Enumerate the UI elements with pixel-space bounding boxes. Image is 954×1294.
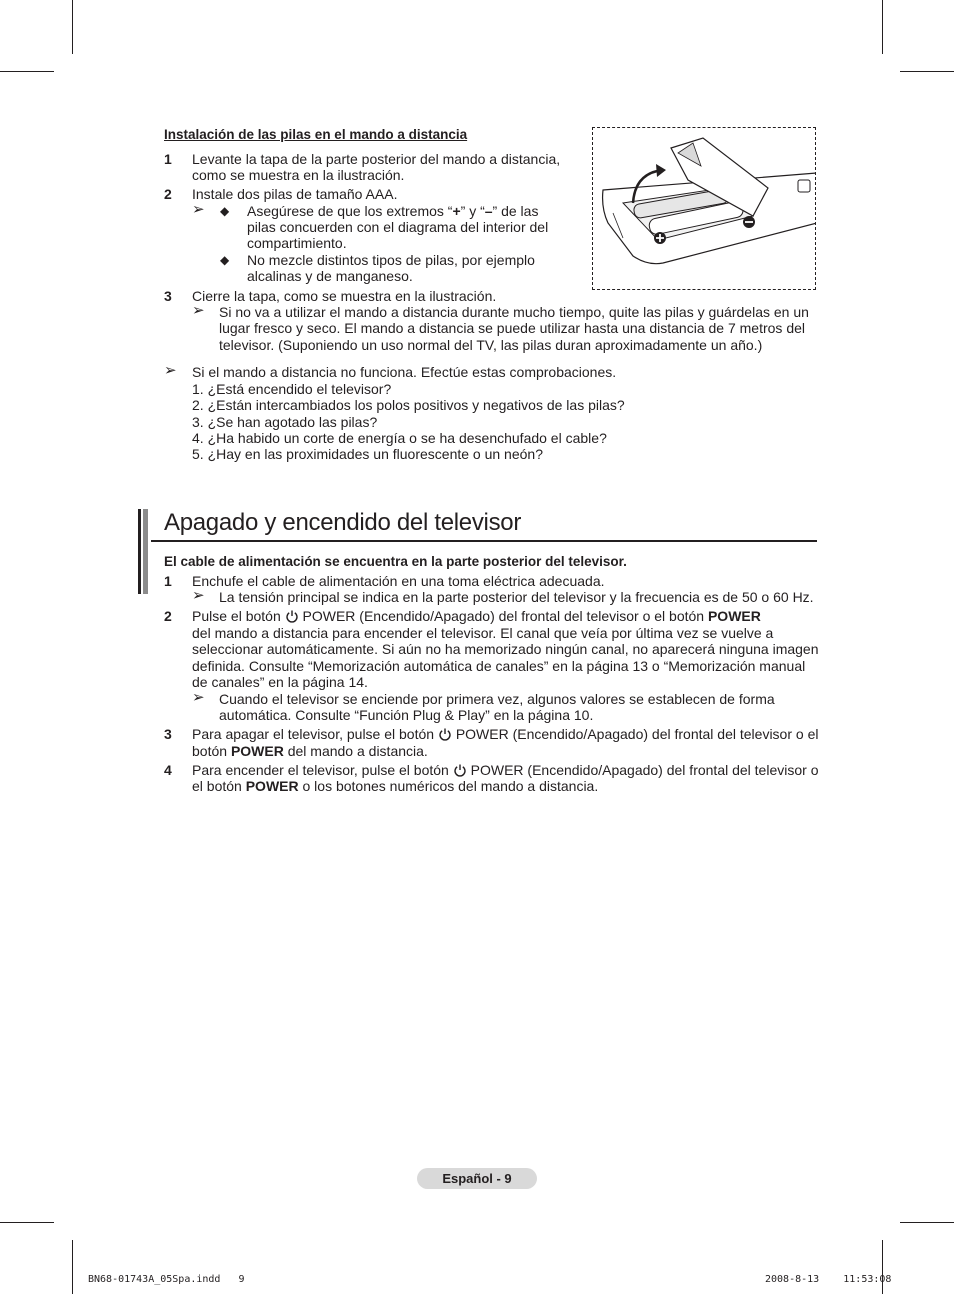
step-text: de canales” en la página 14.	[192, 674, 368, 690]
crop-mark	[0, 71, 54, 72]
bullet-text: pilas concuerden con el diagrama del interior del	[247, 219, 549, 235]
step-text: Enchufe el cable de alimentación en una toma eléctrica adecuada.	[192, 573, 605, 589]
troubleshoot-item: 5. ¿Hay en las proximidades un fluorescente o un neón?	[192, 446, 543, 462]
troubleshoot-intro: Si el mando a distancia no funciona. Efectúe estas comprobaciones.	[192, 364, 617, 380]
step-text: del mando a distancia para encender el televisor. El canal que veía por última vez se vuelve a	[192, 625, 774, 641]
heading-rule	[151, 540, 817, 542]
troubleshoot-item: 2. ¿Están intercambiados los polos positivos y negativos de las pilas?	[192, 397, 625, 413]
step-number: 3	[164, 288, 172, 304]
bullet-text: Asegúrese de que los extremos “+” y “–” de las	[247, 203, 539, 219]
troubleshoot-item: 1. ¿Está encendido el televisor?	[192, 381, 392, 397]
note-text: La tensión principal se indica en la parte posterior del televisor y la frecuencia es de 50 o 60 Hz.	[219, 589, 814, 605]
troubleshoot-item: 3. ¿Se han agotado las pilas?	[192, 414, 378, 430]
note-text: automática. Consulte “Función Plug & Play” en la página 10.	[219, 707, 594, 723]
section-bar	[143, 509, 148, 594]
section-heading: Apagado y encendido del televisor	[164, 509, 522, 536]
crop-mark	[900, 1222, 954, 1223]
troubleshoot-item: 4. ¿Ha habido un corte de energía o se ha desenchufado el cable?	[192, 430, 607, 446]
crop-mark	[0, 1222, 54, 1223]
step-text: el botón POWER o los botones numéricos del mando a distancia.	[192, 778, 599, 794]
step-number: 3	[164, 726, 172, 742]
crop-mark	[72, 0, 73, 54]
bullet-text: alcalinas y de manganeso.	[247, 268, 413, 284]
diamond-bullet-icon: ◆	[220, 253, 230, 267]
diamond-bullet-icon: ◆	[220, 204, 230, 218]
step-text: botón POWER del mando a distancia.	[192, 743, 428, 759]
note-text: televisor. (Suponiendo un uso normal del TV, las pilas duran aproximadamente un año.)	[219, 337, 763, 353]
step-text: Cierre la tapa, como se muestra en la ilustración.	[192, 288, 497, 304]
step-text: Levante la tapa de la parte posterior del mando a distancia,	[192, 151, 561, 167]
note-text: Cuando el televisor se enciende por primera vez, algunos valores se establecen de forma	[219, 691, 775, 707]
step-text: Instale dos pilas de tamaño AAA.	[192, 186, 398, 202]
remote-battery-drawing	[593, 128, 816, 290]
section-bar	[138, 509, 141, 594]
step-text: seleccionar automáticamente. Si aún no ha memorizado ningún canal, no aparecerá ninguna imagen	[192, 641, 819, 657]
note-text: Si no va a utilizar el mando a distancia durante mucho tiempo, quite las pilas y guárdelas en un	[219, 304, 809, 320]
arrow-right-icon: ➢	[192, 201, 205, 218]
crop-mark	[882, 0, 883, 54]
step-text: Para apagar el televisor, pulse el botón POWER (Encendido/Apagado) del frontal del televisor o el	[192, 726, 819, 742]
step-text: como se muestra en la ilustración.	[192, 167, 405, 183]
section-title: Instalación de las pilas en el mando a distancia	[164, 127, 468, 142]
slug-file: BN68-01743A_05Spa.indd 9	[88, 1274, 245, 1285]
step-text: Pulse el botón POWER (Encendido/Apagado) del frontal del televisor o el botón POWER	[192, 608, 761, 624]
step-text: definida. Consulte “Memorización automática de canales” en la página 13 o “Memorización manual	[192, 658, 806, 674]
bullet-text: compartimiento.	[247, 235, 347, 251]
power-icon	[285, 609, 299, 623]
bullet-text: No mezcle distintos tipos de pilas, por ejemplo	[247, 252, 535, 268]
arrow-right-icon: ➢	[192, 302, 205, 319]
crop-mark	[72, 1240, 73, 1294]
note-text: lugar fresco y seco. El mando a distancia se puede utilizar hasta una distancia de 7 metros del	[219, 320, 805, 336]
step-text: Para encender el televisor, pulse el botón POWER (Encendido/Apagado) del frontal del televisor o	[192, 762, 819, 778]
section-intro: El cable de alimentación se encuentra en la parte posterior del televisor.	[164, 554, 627, 569]
remote-battery-illustration	[592, 127, 816, 290]
step-number: 2	[164, 186, 172, 202]
step-number: 1	[164, 151, 172, 167]
slug-date: 2008-8-13 11:53:08	[765, 1274, 892, 1285]
power-icon	[438, 727, 452, 741]
arrow-right-icon: ➢	[164, 362, 177, 379]
arrow-right-icon: ➢	[192, 587, 205, 604]
power-icon	[453, 763, 467, 777]
step-number: 4	[164, 762, 172, 778]
arrow-right-icon: ➢	[192, 689, 205, 706]
crop-mark	[900, 71, 954, 72]
step-number: 2	[164, 608, 172, 624]
page-number-badge: Español - 9	[417, 1168, 537, 1189]
step-number: 1	[164, 573, 172, 589]
